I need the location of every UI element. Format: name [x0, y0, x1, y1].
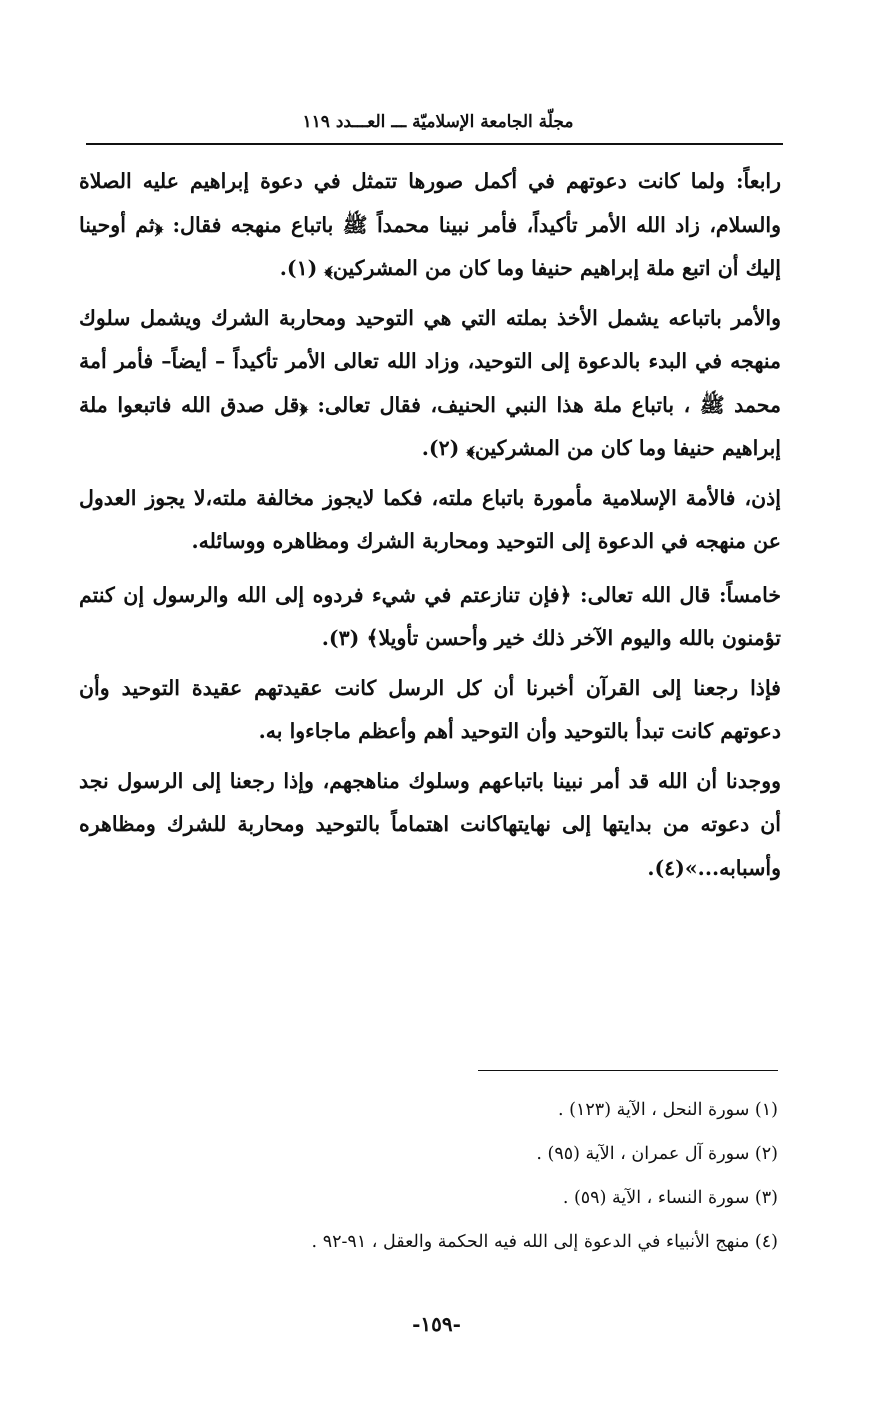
running-header: مجلّة الجامعة الإسلاميّة ـــ العـــدد ١١٩	[302, 112, 574, 132]
paragraph-6: ووجدنا أن الله قد أمر نبينا باتباعهم وسلوك مناهجهم، وإذا رجعنا إلى الرسول نجد أن دعوته من بدايتها إلى نهايتهاكانت اهتماماً بالتوحيد ومحاربة للشرك ومظاهره وأسبابه...»(٤).	[79, 768, 781, 880]
page-number: -١٥٩-	[412, 1312, 461, 1336]
footnotes	[78, 1088, 778, 1264]
footnote-1: (١) سورة النحل ، الآية (١٢٣) .	[558, 1100, 778, 1120]
footnote-4: (٤) منهج الأنبياء في الدعوة إلى الله فيه الحكمة والعقل ، ٩١-٩٢ .	[311, 1232, 778, 1252]
paragraph-1: رابعاً: ولما كانت دعوتهم في أكمل صورها تتمثل في دعوة إبراهيم عليه الصلاة والسلام، زاد الله الأمر تأكيداً، فأمر نبينا محمداً ﷺ باتباع منهجه فقال: ﴿ثم أوحينا إليك أن اتبع ملة إبراهيم حنيفا وما كان من المشركين﴾ (١).	[79, 169, 781, 280]
footnote-rule	[478, 1070, 778, 1071]
paragraph-5: فإذا رجعنا إلى القرآن أخبرنا أن كل الرسل كانت عقيدتهم عقيدة التوحيد وأن دعوتهم كانت تبدأ بالتوحيد وأن التوحيد أهم وأعظم ماجاءوا به.	[79, 675, 781, 743]
footnote-2: (٢) سورة آل عمران ، الآية (٩٥) .	[536, 1144, 778, 1164]
body-text	[79, 160, 781, 896]
header-rule	[86, 143, 783, 145]
paragraph-4: خامساً: قال الله تعالى: ﴿فإن تنازعتم في شيء فردوه إلى الله والرسول إن كنتم تؤمنون بالله واليوم الآخر ذلك خير وأحسن تأويلا﴾ (٣).	[79, 582, 781, 650]
paragraph-3: إذن، فالأمة الإسلامية مأمورة باتباع ملته، فكما لايجوز مخالفة ملته،لا يجوز العدول عن منهجه في الدعوة إلى التوحيد ومحاربة الشرك ومظاهره ووسائله.	[79, 485, 781, 553]
paragraph-2: والأمر باتباعه يشمل الأخذ بملته التي هي التوحيد ومحاربة الشرك ويشمل سلوك منهجه في البدء بالدعوة إلى التوحيد، وزاد الله تعالى الأمر تأكيداً – أيضاً– فأمر أمة محمد ﷺ ، باتباع ملة هذا النبي الحنيف، فقال تعالى: ﴿قل صدق الله فاتبعوا ملة إبراهيم حنيفا وما كان من المشركين﴾ (٢).	[79, 305, 781, 460]
footnote-3: (٣) سورة النساء ، الآية (٥٩) .	[562, 1188, 778, 1208]
